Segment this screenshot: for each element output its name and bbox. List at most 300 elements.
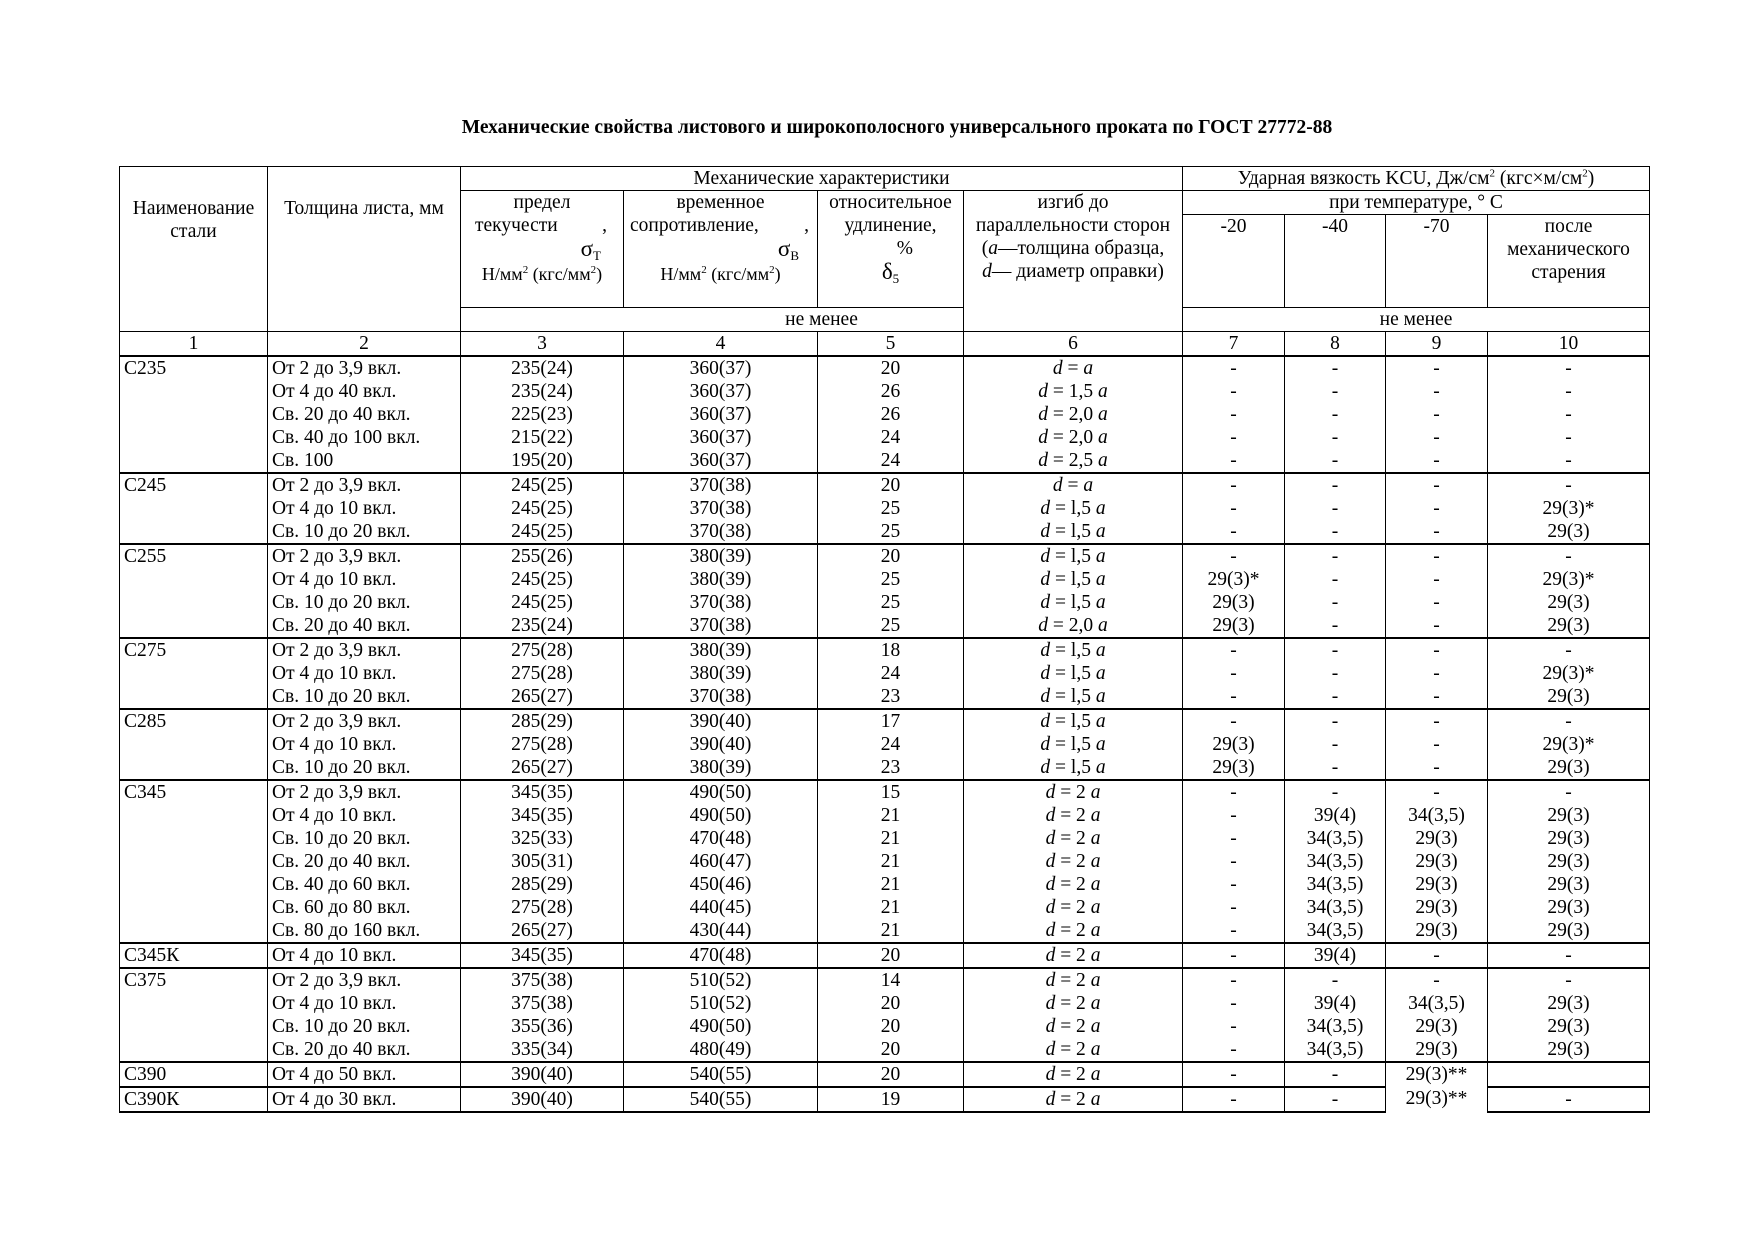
kcu-after-aging: - (1565, 640, 1572, 661)
tensile-strength: 370(38) (689, 686, 752, 707)
yield-strength: 390(40) (511, 1064, 573, 1085)
steel-name: С255 (120, 544, 268, 638)
kcu-minus20-cell (1183, 709, 1285, 780)
kcu-minus70: - (1433, 475, 1440, 496)
thickness-range: От 4 до 10 вкл. (272, 498, 397, 519)
kcu-minus70: - (1433, 450, 1440, 471)
thickness-range-cell (268, 1087, 461, 1112)
header-impact-strength: Ударная вязкость KCU, $Дж/см^2$ $(кгс\times м/см^2)$ (1183, 167, 1650, 191)
kcu-minus40-cell (1285, 968, 1386, 1062)
bend-test: d = l,5 a (1040, 546, 1106, 567)
elongation: 21 (880, 874, 901, 895)
thickness-range: Св. 20 до 40 вкл. (272, 404, 411, 425)
header-mech-characteristics: Механические характеристики (461, 167, 1183, 191)
bend-test: d = 2,0 a (1038, 404, 1108, 425)
thickness-range: Св. 100 (272, 450, 334, 471)
yield-strength-cell (461, 709, 624, 780)
kcu-minus70: 29(3) (1415, 897, 1458, 918)
kcu-minus40: 39(4) (1313, 993, 1357, 1014)
steel-name: С375 (120, 968, 268, 1062)
kcu-after-aging: - (1565, 381, 1572, 402)
header-at-temperature: при температуре, ° С (1183, 191, 1650, 215)
yield-strength: 345(35) (511, 805, 573, 826)
elongation: 23 (880, 686, 901, 707)
kcu-minus40: - (1331, 734, 1339, 755)
kcu-after-aging: 29(3) (1547, 757, 1590, 778)
steel-group-row (120, 1062, 1650, 1087)
kcu-minus70: - (1433, 381, 1440, 402)
kcu-minus20: - (1230, 851, 1237, 872)
tensile-strength-cell (624, 1087, 818, 1112)
kcu-minus70-cell (1386, 709, 1488, 780)
thickness-range: От 4 до 10 вкл. (272, 569, 397, 590)
kcu-minus40: - (1331, 498, 1339, 519)
kcu-minus70-cell (1386, 1087, 1488, 1112)
kcu-minus70: - (1433, 404, 1440, 425)
kcu-minus70: - (1433, 970, 1440, 991)
bend-test: d = 2 a (1045, 993, 1101, 1014)
kcu-minus40: - (1331, 1064, 1339, 1085)
kcu-after-aging-cell (1488, 1087, 1650, 1112)
header-tensile-comma: , (804, 215, 809, 236)
header-steel-name-line2: стали (170, 221, 217, 242)
kcu-after-aging: 29(3) (1547, 805, 1590, 826)
kcu-after-aging: 29(3) (1547, 592, 1590, 613)
yield-strength-cell (461, 356, 624, 473)
kcu-after-aging: 29(3) (1547, 686, 1590, 707)
header-tensile-unit: $Н/мм^2$ $(кгс/мм^2)$ (660, 264, 781, 284)
mechanical-properties-table (119, 166, 1650, 1113)
header-after-aging (1488, 215, 1650, 308)
elongation: 20 (880, 993, 901, 1014)
bend-test-cell (964, 1062, 1183, 1087)
bend-test: d = l,5 a (1040, 640, 1106, 661)
kcu-minus40: - (1331, 427, 1339, 448)
kcu-minus40: - (1331, 757, 1339, 778)
yield-strength: 375(38) (511, 970, 573, 991)
kcu-minus40: - (1331, 450, 1339, 471)
kcu-minus40: 34(3,5) (1306, 920, 1364, 941)
column-number-5: 5 (818, 332, 964, 357)
kcu-minus40-cell (1285, 638, 1386, 709)
yield-strength-cell (461, 1062, 624, 1087)
yield-strength-cell (461, 544, 624, 638)
steel-group-row (120, 1087, 1650, 1112)
yield-strength: 255(26) (511, 546, 573, 567)
sigma-t-subscript: Т (593, 248, 601, 263)
steel-group-row (120, 968, 1650, 1062)
kcu-minus70-cell (1386, 638, 1488, 709)
bend-test: d = l,5 a (1040, 757, 1106, 778)
kcu-minus40: 39(4) (1313, 945, 1357, 966)
elongation: 24 (880, 734, 901, 755)
yield-strength: 265(27) (511, 757, 573, 778)
steel-name: С345К (120, 943, 268, 968)
elongation: 15 (880, 782, 901, 803)
kcu-minus20: 29(3) (1212, 615, 1255, 636)
kcu-minus20: - (1230, 381, 1237, 402)
yield-strength: 245(25) (511, 592, 573, 613)
kcu-minus40: - (1331, 404, 1339, 425)
kcu-after-aging-cell (1488, 1062, 1650, 1087)
tensile-strength: 360(37) (689, 381, 752, 402)
steel-group-row (120, 638, 1650, 709)
kcu-after-aging: 29(3) (1547, 615, 1590, 636)
tensile-strength: 390(40) (689, 734, 752, 755)
kcu-after-aging: 29(3)* (1542, 498, 1595, 519)
yield-strength: 235(24) (511, 381, 573, 402)
kcu-minus20: - (1230, 782, 1237, 803)
thickness-range: Св. 40 до 100 вкл. (272, 427, 421, 448)
kcu-minus70: - (1433, 663, 1440, 684)
tensile-strength: 360(37) (689, 404, 752, 425)
kcu-minus70: 29(3) (1415, 920, 1458, 941)
yield-strength-cell (461, 943, 624, 968)
kcu-after-aging: - (1565, 358, 1572, 379)
kcu-minus20: - (1230, 874, 1237, 895)
kcu-minus20: - (1230, 640, 1237, 661)
header-temp-minus70: -70 (1386, 215, 1488, 308)
bend-test: d = l,5 a (1040, 686, 1106, 707)
bend-test: d = 2 a (1045, 828, 1101, 849)
thickness-range: Св. 20 до 40 вкл. (272, 615, 411, 636)
kcu-minus70: - (1433, 592, 1440, 613)
kcu-minus20: 29(3) (1212, 757, 1255, 778)
kcu-minus70: 29(3) (1415, 851, 1458, 872)
thickness-range: Св. 10 до 20 вкл. (272, 828, 411, 849)
elongation: 26 (880, 381, 901, 402)
yield-strength: 335(34) (511, 1039, 573, 1060)
thickness-range: От 4 до 10 вкл. (272, 945, 397, 966)
bend-test: d = l,5 a (1040, 711, 1106, 732)
thickness-range: От 2 до 3,9 вкл. (272, 970, 402, 991)
kcu-minus20: - (1230, 1039, 1237, 1060)
kcu-after-aging: 29(3) (1547, 897, 1590, 918)
kcu-minus20: - (1230, 993, 1237, 1014)
kcu-minus70-cell (1386, 968, 1488, 1062)
bend-test: d = 2 a (1045, 1016, 1101, 1037)
header-steel-name-line1: Наименование (132, 198, 255, 219)
bend-test-cell (964, 780, 1183, 943)
tensile-strength: 360(37) (689, 427, 752, 448)
header-steel-name (120, 167, 268, 332)
thickness-range-cell (268, 943, 461, 968)
kcu-after-aging: - (1565, 782, 1572, 803)
kcu-minus40: - (1331, 521, 1339, 542)
bend-test: d = a (1052, 475, 1094, 496)
kcu-after-aging: 29(3) (1547, 828, 1590, 849)
tensile-strength: 460(47) (689, 851, 752, 872)
yield-strength-cell (461, 780, 624, 943)
kcu-minus40-cell (1285, 943, 1386, 968)
tensile-strength-cell (624, 638, 818, 709)
bend-test-cell (964, 638, 1183, 709)
kcu-minus70: - (1433, 686, 1440, 707)
elongation-cell (818, 780, 964, 943)
kcu-after-aging-cell (1488, 780, 1650, 943)
kcu-minus70: - (1433, 757, 1440, 778)
thickness-range: Св. 20 до 40 вкл. (272, 851, 411, 872)
kcu-minus40-cell (1285, 1062, 1386, 1087)
yield-strength: 265(27) (511, 686, 573, 707)
column-number-10: 10 (1488, 332, 1650, 357)
elongation: 25 (880, 498, 901, 519)
tensile-strength: 450(46) (689, 874, 752, 895)
steel-group-row (120, 780, 1650, 943)
kcu-minus40: - (1331, 663, 1339, 684)
kcu-minus40: 34(3,5) (1306, 1039, 1364, 1060)
steel-name: С245 (120, 473, 268, 544)
thickness-range-cell (268, 1062, 461, 1087)
kcu-minus40-cell (1285, 473, 1386, 544)
bend-test: d = 2 a (1045, 1039, 1101, 1060)
kcu-minus20: - (1230, 920, 1237, 941)
column-number-2: 2 (268, 332, 461, 357)
elongation: 20 (880, 546, 901, 567)
thickness-range: От 4 до 50 вкл. (272, 1064, 397, 1085)
bend-test-cell (964, 943, 1183, 968)
bend-test: d = 2 a (1045, 805, 1101, 826)
tensile-strength: 510(52) (689, 970, 752, 991)
steel-name: С285 (120, 709, 268, 780)
kcu-minus40: - (1331, 381, 1339, 402)
kcu-minus40: - (1331, 592, 1339, 613)
kcu-minus70: 29(3)** (1405, 1088, 1468, 1109)
column-number-1: 1 (120, 332, 268, 357)
kcu-minus40-cell (1285, 780, 1386, 943)
kcu-minus70: 29(3) (1415, 874, 1458, 895)
header-elongation (818, 191, 964, 308)
kcu-minus40: 39(4) (1313, 805, 1357, 826)
kcu-minus70: - (1433, 498, 1440, 519)
kcu-after-aging-cell (1488, 968, 1650, 1062)
header-bend-line2: параллельности сторон (975, 215, 1171, 236)
kcu-minus20-cell (1183, 1087, 1285, 1112)
tensile-strength-cell (624, 356, 818, 473)
steel-name: С235 (120, 356, 268, 473)
header-after-aging-line3: старения (1531, 262, 1606, 283)
elongation: 20 (880, 1039, 901, 1060)
header-bend-line3: (a—толщина образца, (981, 238, 1165, 259)
header-tensile (624, 191, 818, 308)
kcu-after-aging: 29(3) (1547, 993, 1590, 1014)
thickness-range: Св. 80 до 160 вкл. (272, 920, 421, 941)
yield-strength: 275(28) (511, 897, 573, 918)
elongation: 21 (880, 828, 901, 849)
thickness-range: От 4 до 40 вкл. (272, 381, 397, 402)
header-bend-line4: d— диаметр оправки) (982, 261, 1164, 282)
yield-strength: 245(25) (511, 475, 573, 496)
elongation: 20 (880, 1064, 901, 1085)
elongation-cell (818, 943, 964, 968)
table-header (120, 167, 1650, 357)
kcu-minus70-cell (1386, 356, 1488, 473)
kcu-minus20: - (1230, 1064, 1237, 1085)
yield-strength-cell (461, 1087, 624, 1112)
elongation: 20 (880, 358, 901, 379)
bend-test: d = a (1052, 358, 1094, 379)
kcu-minus20-cell (1183, 638, 1285, 709)
header-not-less-mech: не менее (461, 308, 1183, 332)
kcu-minus20: - (1230, 498, 1237, 519)
kcu-after-aging: 29(3) (1547, 1039, 1590, 1060)
yield-strength: 195(20) (511, 450, 573, 471)
elongation: 25 (880, 521, 901, 542)
kcu-minus40: - (1331, 475, 1339, 496)
yield-strength: 285(29) (511, 874, 573, 895)
bend-test: d = 2,0 a (1038, 615, 1108, 636)
bend-test: d = 2 a (1045, 1064, 1101, 1085)
kcu-minus40-cell (1285, 1087, 1386, 1112)
yield-strength: 375(38) (511, 993, 573, 1014)
kcu-minus40: - (1331, 782, 1339, 803)
kcu-minus20: - (1230, 546, 1237, 567)
kcu-after-aging (1492, 1063, 1645, 1086)
header-not-less-impact: не менее (1183, 308, 1650, 332)
kcu-after-aging-cell (1488, 473, 1650, 544)
column-numbers-row (120, 332, 1650, 357)
kcu-minus70: - (1433, 782, 1440, 803)
steel-group-row (120, 544, 1650, 638)
tensile-strength: 380(39) (689, 663, 752, 684)
header-after-aging-line1: после (1544, 216, 1593, 237)
kcu-minus20: - (1230, 521, 1237, 542)
tensile-strength-cell (624, 544, 818, 638)
kcu-minus40: 34(3,5) (1306, 874, 1364, 895)
kcu-after-aging-cell (1488, 638, 1650, 709)
column-number-6: 6 (964, 332, 1183, 357)
thickness-range: От 2 до 3,9 вкл. (272, 546, 402, 567)
elongation: 20 (880, 475, 901, 496)
yield-strength: 245(25) (511, 521, 573, 542)
elongation-cell (818, 1087, 964, 1112)
delta-symbol: δ (881, 259, 893, 284)
tensile-strength: 470(48) (689, 945, 752, 966)
elongation: 20 (880, 1016, 901, 1037)
elongation: 18 (880, 640, 901, 661)
header-tensile-line1: временное (676, 192, 765, 213)
yield-strength: 325(33) (511, 828, 573, 849)
kcu-minus70-cell (1386, 943, 1488, 968)
bend-test-cell (964, 544, 1183, 638)
yield-strength-cell (461, 968, 624, 1062)
kcu-minus20: - (1230, 404, 1237, 425)
steel-name: С275 (120, 638, 268, 709)
tensile-strength: 510(52) (689, 993, 752, 1014)
kcu-minus40: - (1331, 546, 1339, 567)
column-number-9: 9 (1386, 332, 1488, 357)
yield-strength: 235(24) (511, 358, 573, 379)
column-number-7: 7 (1183, 332, 1285, 357)
kcu-after-aging: - (1565, 404, 1572, 425)
kcu-minus40-cell (1285, 356, 1386, 473)
header-elongation-line2: удлинение, (844, 215, 937, 236)
kcu-after-aging: 29(3)* (1542, 569, 1595, 590)
thickness-range-cell (268, 473, 461, 544)
bend-test: d = 2 a (1045, 920, 1101, 941)
header-after-aging-line2: механического (1507, 239, 1630, 260)
tensile-strength: 490(50) (689, 1016, 752, 1037)
kcu-minus20: - (1230, 970, 1237, 991)
yield-strength: 235(24) (511, 615, 573, 636)
kcu-minus70-cell (1386, 473, 1488, 544)
elongation: 20 (880, 945, 901, 966)
kcu-after-aging: 29(3) (1547, 1016, 1590, 1037)
tensile-strength-cell (624, 709, 818, 780)
thickness-range-cell (268, 709, 461, 780)
elongation: 21 (880, 851, 901, 872)
kcu-minus40: 34(3,5) (1306, 828, 1364, 849)
tensile-strength: 490(50) (689, 805, 752, 826)
kcu-minus20: - (1230, 450, 1237, 471)
bend-test-cell (964, 709, 1183, 780)
header-temp-minus20: -20 (1183, 215, 1285, 308)
header-elongation-line1: относительное (829, 192, 952, 213)
elongation-cell (818, 638, 964, 709)
kcu-after-aging: 29(3) (1547, 920, 1590, 941)
kcu-minus40: - (1331, 686, 1339, 707)
kcu-minus20: - (1230, 663, 1237, 684)
elongation: 25 (880, 569, 901, 590)
kcu-after-aging: 29(3) (1547, 851, 1590, 872)
tensile-strength: 370(38) (689, 498, 752, 519)
kcu-after-aging: 29(3)* (1542, 663, 1595, 684)
steel-group-row (120, 709, 1650, 780)
bend-test: d = l,5 a (1040, 521, 1106, 542)
kcu-minus20: - (1230, 686, 1237, 707)
steel-group-row (120, 943, 1650, 968)
yield-strength: 345(35) (511, 945, 573, 966)
kcu-minus20: 29(3) (1212, 592, 1255, 613)
bend-test: d = 2 a (1045, 897, 1101, 918)
kcu-minus20-cell (1183, 780, 1285, 943)
elongation-cell (818, 473, 964, 544)
bend-test-cell (964, 1087, 1183, 1112)
tensile-strength: 370(38) (689, 592, 752, 613)
yield-strength: 275(28) (511, 734, 573, 755)
thickness-range: От 4 до 10 вкл. (272, 805, 397, 826)
tensile-strength: 360(37) (689, 450, 752, 471)
thickness-range-cell (268, 544, 461, 638)
tensile-strength: 370(38) (689, 615, 752, 636)
elongation: 26 (880, 404, 901, 425)
header-elongation-pct: % (896, 238, 913, 259)
elongation-cell (818, 544, 964, 638)
thickness-range: От 2 до 3,9 вкл. (272, 475, 402, 496)
thickness-range: От 2 до 3,9 вкл. (272, 640, 402, 661)
thickness-range: От 2 до 3,9 вкл. (272, 782, 402, 803)
steel-group-row (120, 473, 1650, 544)
kcu-minus70: - (1433, 945, 1440, 966)
elongation: 21 (880, 920, 901, 941)
kcu-minus70: 34(3,5) (1408, 993, 1465, 1014)
tensile-strength: 470(48) (689, 828, 752, 849)
thickness-range: От 4 до 10 вкл. (272, 663, 397, 684)
kcu-minus20-cell (1183, 544, 1285, 638)
thickness-range: Св. 10 до 20 вкл. (272, 521, 411, 542)
tensile-strength: 370(38) (689, 475, 752, 496)
kcu-minus20: - (1230, 711, 1237, 732)
kcu-minus40: - (1331, 970, 1339, 991)
kcu-minus70-cell (1386, 544, 1488, 638)
yield-strength: 345(35) (511, 782, 573, 803)
kcu-minus40-cell (1285, 544, 1386, 638)
steel-name: С390 (120, 1062, 268, 1087)
thickness-range: От 4 до 10 вкл. (272, 734, 397, 755)
tensile-strength: 380(39) (689, 757, 752, 778)
thickness-range-cell (268, 968, 461, 1062)
yield-strength: 275(28) (511, 663, 573, 684)
